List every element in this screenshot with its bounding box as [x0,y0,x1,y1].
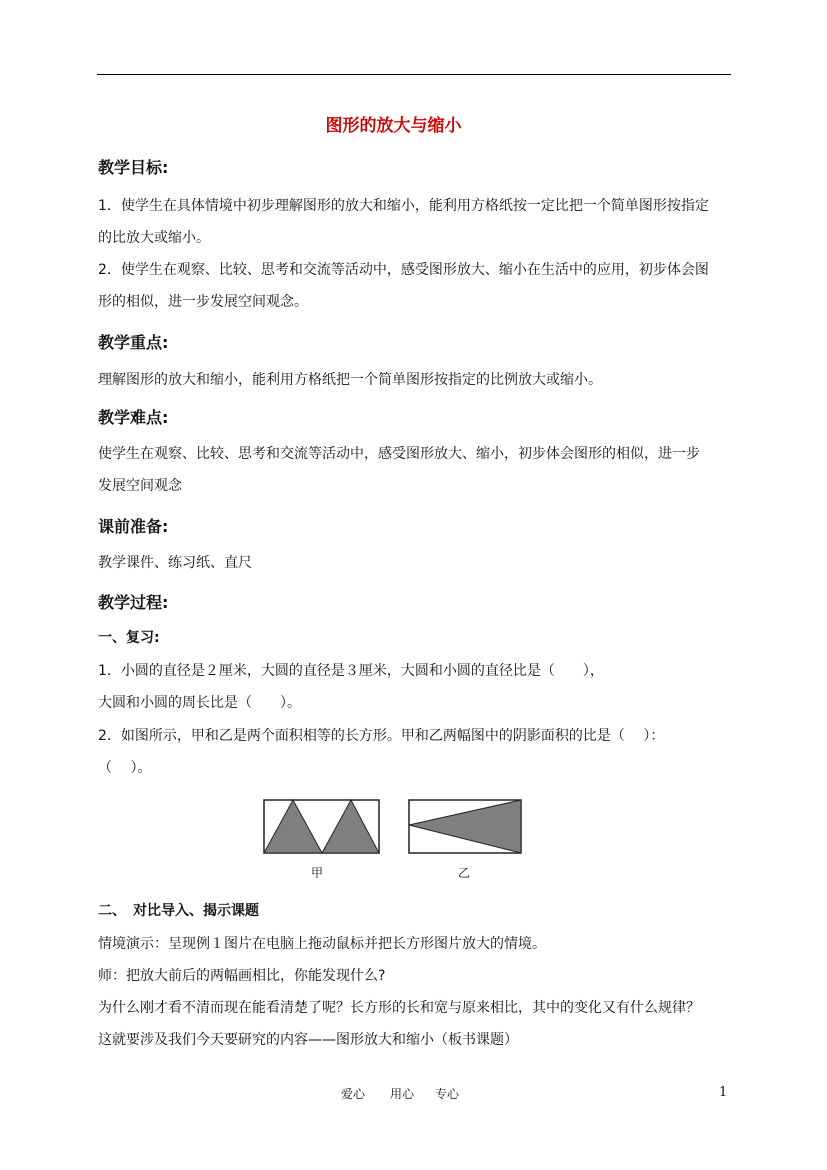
rectangle-a [264,800,379,853]
rectangles-figure [262,798,532,892]
intro-line3: 为什么刚才看不清而现在能看清楚了呢？长方形的长和宽与原来相比，其中的变化又有什么规律？ [98,1000,700,1016]
footer-motto-1: 爱心 [341,1087,366,1101]
intro-line4: 这就要涉及我们今天要研究的内容——图形放大和缩小（板书课题） [98,1032,518,1048]
page-title: 图形的放大与缩小 [325,116,462,136]
prep-heading: 课前准备: [98,517,169,536]
goal1-line2: 的比放大或缩小。 [98,230,210,246]
key-heading: 教学重点: [98,333,169,352]
page-number: 1 [719,1085,728,1100]
triangle-a2 [322,800,379,853]
goal2-line1: 2．使学生在观察、比较、思考和交流等活动中，感受图形放大、缩小在生活中的应用，初步体会图 [98,262,709,278]
difficulty-heading: 教学难点: [98,408,169,427]
key-text: 理解图形的放大和缩小，能利用方格纸把一个简单图形按指定的比例放大或缩小。 [98,372,602,388]
process-heading: 教学过程: [98,593,169,612]
triangle-b [409,800,521,853]
difficulty-line2: 发展空间观念 [98,478,182,494]
footer-motto-2: 用心 [390,1087,415,1101]
difficulty-line1: 使学生在观察、比较、思考和交流等活动中，感受图形放大、缩小，初步体会图形的相似，进一步 [98,446,700,462]
figure-label-b: 乙 [458,866,471,880]
review2-line2: （ ）。 [98,760,152,776]
header-rule [97,74,731,75]
rectangles-figure-svg [262,798,532,888]
prep-text: 教学课件、练习纸、直尺 [98,555,252,571]
triangle-a1 [264,800,322,853]
goal2-line2: 形的相似，进一步发展空间观念。 [98,294,308,310]
intro-line2: 师：把放大前后的两幅画相比，你能发现什么? [98,968,386,984]
goals-heading: 教学目标: [98,158,169,177]
review1-line2: 大圆和小圆的周长比是（ ）。 [98,695,301,711]
rectangle-b [409,800,521,853]
intro-line1: 情境演示：呈现例１图片在电脑上拖动鼠标并把长方形图片放大的情境。 [98,936,546,952]
goal1-line1: 1．使学生在具体情境中初步理解图形的放大和缩小，能利用方格纸按一定比把一个简单图形按指定 [98,198,709,214]
review1-line1: 1．小圆的直径是２厘米，大圆的直径是３厘米，大圆和小圆的直径比是（ ）， [98,663,604,679]
review2-line1: 2．如图所示，甲和乙是两个面积相等的长方形。甲和乙两幅图中的阴影面积的比是（ ）： [98,728,665,744]
figure-label-a: 甲 [311,866,324,880]
footer-motto-3: 专心 [435,1087,460,1101]
intro-heading: 二、 对比导入、揭示课题 [98,903,259,919]
review-heading: 一、复习: [98,630,160,646]
